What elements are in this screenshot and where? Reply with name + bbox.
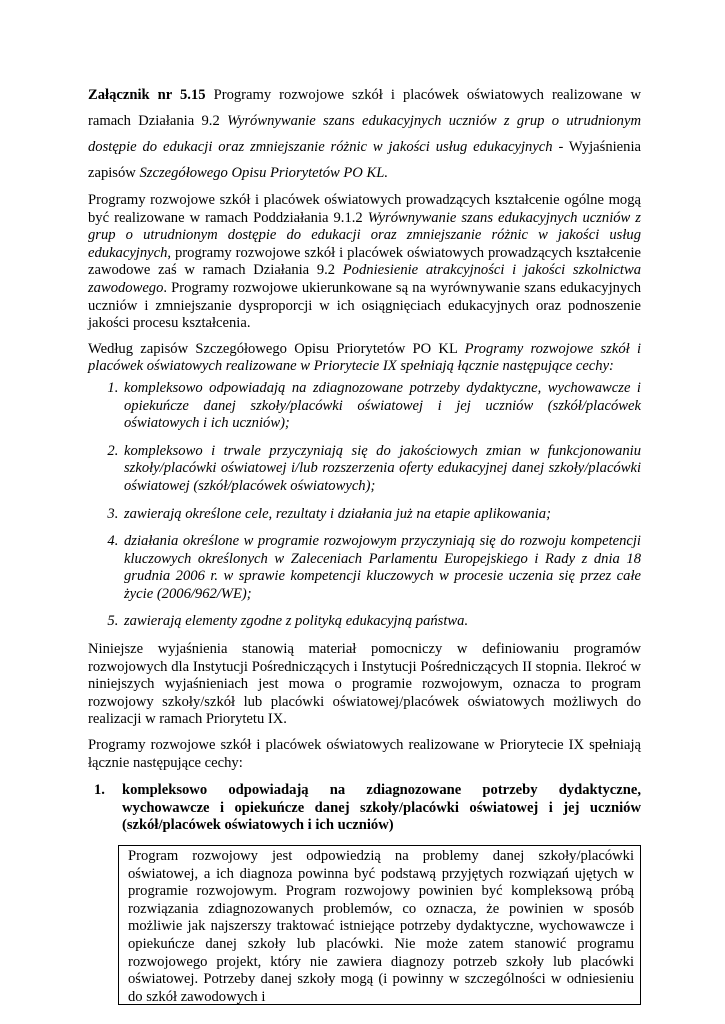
explanation-box <box>118 845 641 1005</box>
list-item: 3. zawierają określone cele, rezultaty i działania już na etapie aplikowania; <box>122 506 641 524</box>
list-item: 4. działania określone w programie rozwojowym przyczyniają się do rozwoju kompetencji kluczowych określonych w Zaleceniach Parlamentu Europejskiego i Rady z dnia 18 grudnia 2006 r. w sprawie kompetencji kluczowych w procesie uczenia się przez całe życie (2006/962/WE); <box>122 533 641 603</box>
features-list <box>88 380 641 631</box>
annex-label: Załącznik nr 5.15 <box>88 87 206 103</box>
bold-features-list <box>88 782 641 835</box>
list-item: 2. kompleksowo i trwale przyczyniają się do jakościowych zmian w funkcjonowaniu szkoły/placówki oświatowej i/lub rozszerzenia oferty edukacyjnej danej szkoły/placówki oświatowej (szkół/placówek oświatowych); <box>122 443 641 496</box>
document-page <box>88 82 641 1005</box>
document-title: Załącznik nr 5.15 Programy rozwojowe szkół i placówek oświatowych realizowane w ramach Działania 9.2 Wyrównywanie szans edukacyjnych uczniów z grup o utrudnionym dostępie do edukacji oraz zmniejszanie różnic w jakości usług edukacyjnych - Wyjaśnienia zapisów Szczegółowego Opisu Priorytetów PO KL. <box>88 87 641 181</box>
list-item: 5. zawierają elementy zgodne z polityką edukacyjną państwa. <box>122 613 641 631</box>
explanation-text: Program rozwojowy jest odpowiedzią na problemy danej szkoły/placówki oświatowej, a ich diagnoza powinna być podstawą przyjętych rozwiązań ujętych w programie rozwojowym. Program rozwojowy powinien być kompleksową próbą rozwiązania zdiagnozowanych problemów, co oznacza, że powinien w sposób możliwie jak najszerszy traktować istniejące potrzeby dydaktyczne, wychowawcze i opiekuńcze danej szkoły lub placówki. Nie może zatem stanowić programu rozwojowego projekt, który nie zawiera diagnozy potrzeb szkoły lub placówki oświatowej. Potrzeby danej szkoły mogą (i powinny w szczególności w odniesieniu do szkół zawodowych i <box>128 848 634 1005</box>
list-text: kompleksowo odpowiadają na zdiagnozowane potrzeby dydaktyczne, wychowawcze i opiekuńcze danej szkoły/placówki oświatowej i jej uczniów (szkół/placówek oświatowych i ich uczniów) <box>122 782 641 834</box>
list-number: 1. <box>94 782 105 799</box>
paragraph-intro: Programy rozwojowe szkół i placówek oświatowych prowadzących kształcenie ogólne mogą być realizowane w ramach Poddziałania 9.1.2 Wyrównywanie szans edukacyjnych uczniów z grup o utrudnionym dostępie do edukacji oraz zmniejszanie różnic w jakości usług edukacyjnych, programy rozwojowe szkół i placówek oświatowych prowadzących kształcenie zawodowe zaś w ramach Działania 9.2 Podniesienie atrakcyjności i jakości szkolnictwa zawodowego. Programy rozwojowe ukierunkowane są na wyrównywanie szans edukacyjnych uczniów i zmniejszanie dysproporcji w ich osiągnięciach edukacyjnych oraz podnoszenie jakości procesu kształcenia. <box>88 192 641 332</box>
paragraph-explanations: Niniejsze wyjaśnienia stanowią materiał pomocniczy w definiowaniu programów rozwojowych dla Instytucji Pośredniczących i Instytucji Pośredniczących II stopnia. Ilekroć w niniejszych wyjaśnieniach jest mowa o programie rozwojowym, oznacza to program rozwojowy szkoły/szkół lub placówki oświatowej/placówek oświatowych możliwych do realizacji w ramach Priorytetu IX. <box>88 641 641 728</box>
paragraph-according: Według zapisów Szczegółowego Opisu Priorytetów PO KL Programy rozwojowe szkół i placówek oświatowych realizowane w Priorytecie IX spełniają łącznie następujące cechy: <box>88 340 642 375</box>
list-item <box>88 782 641 835</box>
list-item: 1. kompleksowo odpowiadają na zdiagnozowane potrzeby dydaktyczne, wychowawcze i opiekuńcze danej szkoły/placówki oświatowej i jej uczniów (szkół/placówek oświatowych i ich uczniów); <box>122 380 641 433</box>
paragraph-features-intro: Programy rozwojowe szkół i placówek oświatowych realizowane w Priorytecie IX spełniają łącznie następujące cechy: <box>88 737 641 771</box>
